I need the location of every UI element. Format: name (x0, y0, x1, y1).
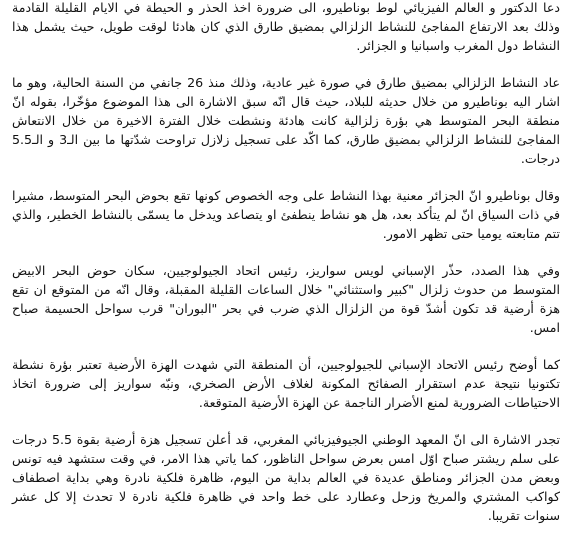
article-body (12, 0, 560, 543)
article-paragraph-1: دعا الدكتور و العالم الفيزيائي لوط بوناطيرو، الى ضرورة اخذ الحذر و الحيطة في الايام القليلة القادمة وذلك بعد الارتفاع المفاجئ للنشاط الزلزالي بمضيق طارق الذي كان هادئا لوقت طويل، حيث يشمل هذا النشاط دول المغرب واسبانيا و الجزائر. (12, 0, 560, 53)
article-paragraph-5: كما أوضح رئيس الاتحاد الإسباني للجيولوجيين، أن المنطقة التي شهدت الهزة الأرضية تعتبر بؤرة نشطة تكتونيا نتيجة عدم استقرار الصفائح المكونة لغلاف الأرض الصخري، ونبّه سواريز إلى ضرورة اتخاذ الاحتياطات الضرورية لمنع الأضرار الناجمة عن الهزة الأرضية المتوقعة. (12, 357, 560, 410)
article-paragraph-4: وفي هذا الصدد، حذّر الإسباني لويس سواريز، رئيس اتحاد الجيولوجيين، سكان حوض البحر الابيض المتوسط من حدوث زلزال "كبير واستثنائي" خلال الساعات القليلة المقبلة، وقال انّه من المتوقع ان تقع هزة أرضية قد تكون أشدّ قوة من الزلزال الذي ضرب في بحر "البوران" قرب سواحل الحسيمة صباح امس. (12, 263, 560, 335)
article-paragraph-3: وقال بوناطيرو انّ الجزائر معنية بهذا النشاط على وجه الخصوص كونها تقع بحوض البحر المتوسط، مشيرا في ذات السياق انّ لم يتأكد بعد، هل هو نشاط ينطفئ او يتصاعد ويدخل ما يسمّى بالنشاط الخطير، والذي تتم متابعته يوميا حتى تظهر الامور. (12, 188, 560, 241)
article-paragraph-2: عاد النشاط الزلزالي بمضيق طارق في صورة غير عادية، وذلك منذ 26 جانفي من السنة الحالية، وهو ما اشار اليه بوناطيرو من خلال حديثه للبلاد، حيث قال انّه سبق الاشارة الى هذا الموضوع مؤخّرا، بقوله انّ منطقة البحر المتوسط هي بؤرة زلزالية كانت هادئة ونشطت خلال الفترة الاخيرة من خلال الانتعاش المفاجئ للنشاط الزلزالي بمضيق طارق، كما اكّد على تسجيل زلازل تراوحت شدّتها ما بين الـ3 و الـ5.5 درجات. (12, 75, 560, 166)
article-paragraph-6: تجدر الاشارة الى انّ المعهد الوطني الجيوفيزيائي المغربي، قد أعلن تسجيل هزة أرضية بقوة 5.5 درجات على سلم ريشتر صباح اوّل امس بعرض سواحل الناظور، كما ياتي هذا الامر، في وقت ستشهد فيه تونس وبعض مدن الجزائر ومناطق عديدة في العالم بداية من اليوم، ظاهرة فلكية نادرة وهي بداية اصطفاف كواكب المشتري والمريخ وزحل وعطارد على خط واحد في ظاهرة فلكية نادرة لا تحدث إلا كل عشر سنوات تقريبا. (12, 432, 561, 523)
